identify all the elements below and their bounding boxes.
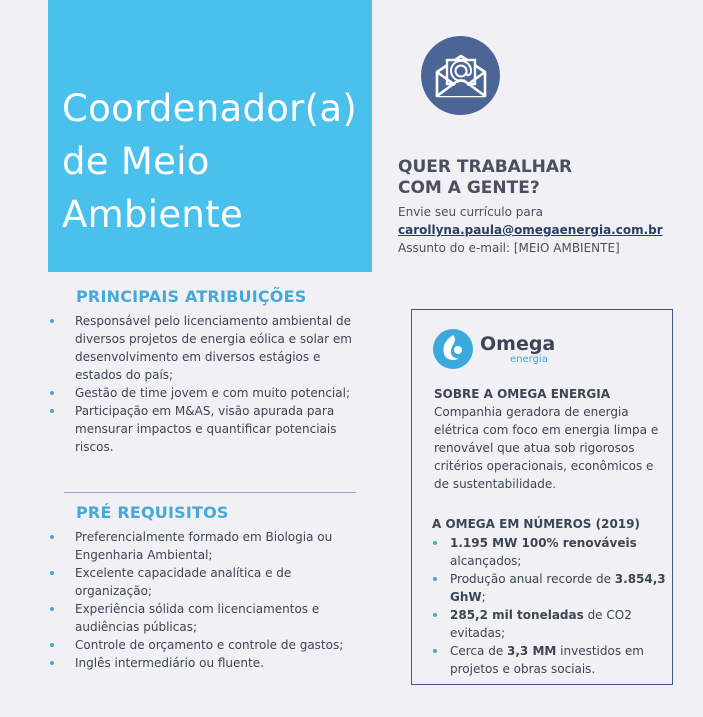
numbers-highlight: 1.195 MW 100% renováveis — [450, 536, 637, 550]
about-text: Companhia geradora de energia elétrica com foco em energia limpa e renovável que atua sob rigorosos critérios operacionais, econômicos e de sustentabilidade. — [434, 405, 659, 491]
omega-drop-icon — [432, 328, 474, 370]
logo-subtitle: energia — [510, 353, 548, 365]
envelope-at-icon — [421, 36, 500, 115]
numbers-text: alcançados; — [450, 554, 522, 568]
list-item: Excelente capacidade analítica e de organização; — [48, 564, 366, 600]
list-item: Participação em M&AS, visão apurada para mensurar impactos e quantificar potenciais riscos. — [48, 402, 366, 456]
logo-name: Omega — [480, 332, 556, 355]
list-item — [432, 570, 668, 606]
requisitos-section — [48, 503, 366, 672]
list-item: Inglês intermediário ou fluente. — [48, 654, 366, 672]
job-title-line: Ambiente — [62, 193, 244, 236]
numbers-text: Cerca de — [450, 644, 508, 658]
list-item — [432, 642, 668, 678]
list-item: Experiência sólida com licenciamentos e audiências públicas; — [48, 600, 366, 636]
omega-logo — [432, 328, 555, 370]
contact-title — [398, 157, 698, 199]
contact-block — [398, 157, 698, 257]
numbers-highlight: 3.854,3 GhW — [450, 572, 666, 604]
job-title-line: de Meio — [62, 140, 210, 183]
about-title: SOBRE A OMEGA ENERGIA — [434, 387, 611, 401]
numbers-highlight: 3,3 MM — [507, 644, 557, 658]
numbers-text: investidos em projetos e obras sociais. — [450, 644, 644, 676]
atribuicoes-title: PRINCIPAIS ATRIBUIÇÕES — [76, 287, 307, 306]
job-title-line: Coordenador(a) — [62, 87, 358, 130]
section-divider — [64, 492, 356, 493]
contact-title-line: QUER TRABALHAR — [398, 157, 573, 177]
list-item: Controle de orçamento e controle de gastos; — [48, 636, 366, 654]
numbers-text: Produção anual recorde de — [450, 572, 615, 586]
contact-instruction: Envie seu currículo para — [398, 205, 544, 219]
list-item: Responsável pelo licenciamento ambiental de diversos projetos de energia eólica e solar em desenvolvimento em diversos estágios e estados do país; — [48, 312, 366, 384]
contact-subject: Assunto do e-mail: [MEIO AMBIENTE] — [398, 241, 620, 255]
company-info-box — [411, 309, 673, 685]
contact-email-link[interactable]: carollyna.paula@omegaenergia.com.br — [398, 223, 663, 237]
numbers-text: ; — [481, 590, 486, 604]
contact-title-line: COM A GENTE? — [398, 178, 540, 198]
requisitos-title: PRÉ REQUISITOS — [76, 503, 229, 522]
numbers-section — [432, 516, 668, 678]
list-item: Gestão de time jovem e com muito potencial; — [48, 384, 366, 402]
hero-banner — [48, 0, 372, 272]
atribuicoes-section — [48, 287, 366, 456]
list-item — [432, 534, 668, 570]
job-title — [62, 82, 372, 241]
numbers-title: A OMEGA EM NÚMEROS (2019) — [432, 517, 640, 531]
list-item — [432, 606, 668, 642]
list-item: Preferencialmente formado em Biologia ou Engenharia Ambiental; — [48, 528, 366, 564]
about-section — [434, 386, 664, 493]
numbers-text: de CO2 evitadas; — [450, 608, 632, 640]
numbers-highlight: 285,2 mil toneladas — [450, 608, 584, 622]
